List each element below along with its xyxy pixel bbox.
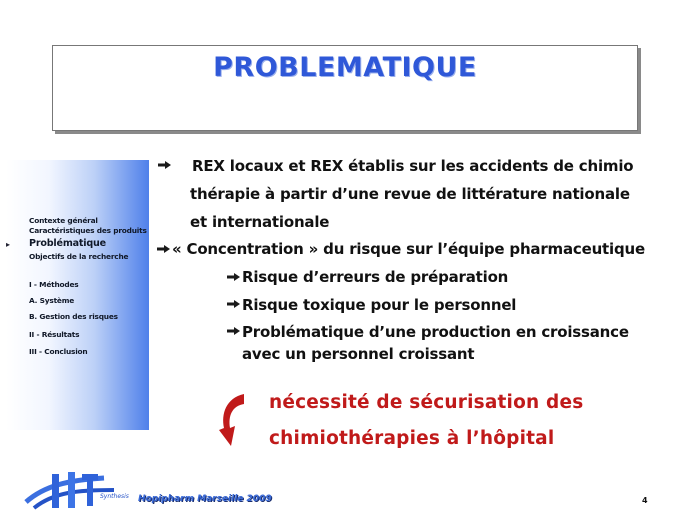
sidebar-item-resultats[interactable]: II - Résultats [29,330,80,339]
page-number: 4 [642,496,648,505]
footer-caption: Hopipharm Marseille 2009 [138,494,272,504]
title-box [52,45,638,131]
svg-text:Synthesis: Synthesis [100,493,129,500]
sidebar-item-caracteristiques[interactable]: Caractéristiques des produits [29,226,147,235]
bullet2-text: « Concentration » du risque sur l’équipe pharmaceutique [172,240,645,258]
sidebar-panel [6,160,149,430]
sidebar-item-gestion-risques[interactable]: B. Gestion des risques [29,312,118,321]
sub-bullet-arrow-icon [227,300,240,308]
sub-bullet-2: Risque toxique pour le personnel [242,296,517,314]
sub-bullet-3-line2: avec un personnel croissant [242,345,475,363]
sub-bullet-3-line1: Problématique d’une production en croissance [242,323,629,341]
conclusion-line2: chimiothérapies à l’hôpital [269,428,555,449]
sidebar-item-systeme[interactable]: A. Système [29,296,75,305]
sub-bullet-arrow-icon [227,273,240,281]
curved-arrow-icon [218,392,246,448]
bullet1-line2: thérapie à partir d’une revue de littérature nationale [190,185,630,203]
conclusion-line1: nécessité de sécurisation des [269,392,584,413]
sidebar-item-problematique[interactable]: Problématique [29,238,106,249]
bullet1-line1: REX locaux et REX établis sur les accidents de chimio [192,157,634,175]
sub-bullet-1: Risque d’erreurs de préparation [242,268,509,286]
bullet-arrow-icon [158,161,171,169]
bullet1-line3: et internationale [190,213,330,231]
sidebar-item-methodes[interactable]: I - Méthodes [29,280,79,289]
sidebar-item-contexte[interactable]: Contexte général [29,216,98,225]
slide-title: PROBLEMATIQUE [213,52,477,83]
sidebar-item-objectifs[interactable]: Objectifs de la recherche [29,252,129,261]
sub-bullet-arrow-icon [227,327,240,335]
sidebar-item-conclusion[interactable]: III - Conclusion [29,347,88,356]
current-section-marker-icon: ▸ [6,240,11,249]
bullet-arrow-icon [157,245,170,253]
hopipharm-logo [18,468,136,514]
